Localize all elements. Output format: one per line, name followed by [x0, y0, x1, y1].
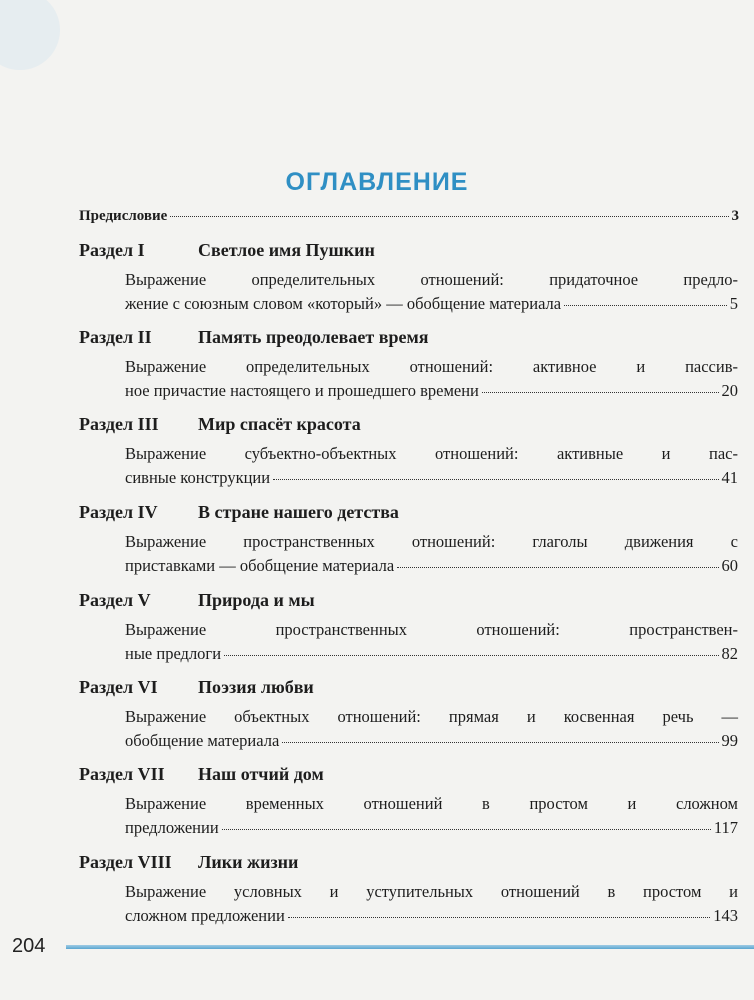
section-number: Раздел V — [79, 590, 151, 610]
section-heading — [79, 852, 298, 873]
dot-leader — [288, 917, 710, 918]
description-line: Выражение пространственных отношений: глаголы движения с — [125, 532, 738, 551]
description-line: Выражение определительных отношений: придаточное предло- — [125, 270, 738, 289]
section-number: Раздел I — [79, 240, 145, 260]
dot-leader — [397, 567, 718, 568]
section-number: Раздел VII — [79, 764, 165, 784]
section-number: Раздел IV — [79, 502, 158, 522]
section-title: Светлое имя Пушкин — [198, 240, 375, 260]
section-description — [125, 792, 738, 840]
dot-leader — [224, 655, 718, 656]
dot-leader — [282, 742, 718, 743]
section-description — [125, 618, 738, 666]
section-page: 20 — [721, 381, 738, 400]
section-title: Память преодолевает время — [198, 327, 429, 347]
description-line: Выражение субъектно-объектных отношений: активные и пас- — [125, 444, 738, 463]
description-line: Выражение временных отношений в простом и сложном — [125, 794, 738, 813]
toc-entry-preface[interactable] — [79, 208, 739, 225]
section-number: Раздел III — [79, 414, 159, 434]
section-page: 143 — [713, 906, 738, 925]
footer-rule — [66, 945, 754, 949]
description-line: Выражение определительных отношений: активное и пассив- — [125, 357, 738, 376]
description-line: Выражение условных и уступительных отношений в простом и — [125, 882, 738, 901]
section-description — [125, 880, 738, 928]
section-title: В стране нашего детства — [198, 502, 399, 522]
section-heading — [79, 414, 361, 435]
section-heading — [79, 590, 315, 611]
section-heading — [79, 677, 314, 698]
preface-label: Предисловие — [79, 208, 168, 224]
section-number: Раздел II — [79, 327, 152, 347]
description-line-last: ные предлоги 82 — [125, 642, 738, 666]
dot-leader — [482, 392, 719, 393]
section-description — [125, 705, 738, 753]
section-title: Мир спасёт красота — [198, 414, 361, 434]
section-title: Поэзия любви — [198, 677, 314, 697]
dot-leader — [273, 479, 718, 480]
dot-leader — [222, 829, 711, 830]
preface-page: 3 — [731, 208, 739, 224]
description-line-last: жение с союзным словом «который» — обобщение материала 5 — [125, 292, 738, 316]
description-line-last: приставками — обобщение материала 60 — [125, 554, 738, 578]
section-title: Природа и мы — [198, 590, 315, 610]
section-description — [125, 530, 738, 578]
section-page: 41 — [721, 468, 738, 487]
section-heading — [79, 240, 375, 261]
section-description — [125, 268, 738, 316]
dot-leader — [170, 216, 728, 217]
section-number: Раздел VIII — [79, 852, 172, 872]
page-number: 204 — [12, 935, 46, 957]
description-line: Выражение пространственных отношений: пространствен- — [125, 620, 738, 639]
section-heading — [79, 764, 324, 785]
description-line-last: предложении 117 — [125, 816, 738, 840]
section-page: 99 — [721, 731, 738, 750]
section-heading — [79, 327, 428, 348]
section-page: 5 — [729, 294, 738, 313]
page-title: ОГЛАВЛЕНИЕ — [285, 168, 469, 196]
section-title: Наш отчий дом — [198, 764, 324, 784]
section-page: 60 — [721, 556, 738, 575]
section-page: 82 — [721, 644, 738, 663]
description-line-last: ное причастие настоящего и прошедшего времени 20 — [125, 379, 738, 403]
description-line-last: обобщение материала 99 — [125, 729, 738, 753]
description-line: Выражение объектных отношений: прямая и косвенная речь — — [125, 707, 738, 726]
section-description — [125, 355, 738, 403]
dot-leader — [564, 305, 727, 306]
section-number: Раздел VI — [79, 677, 158, 697]
section-title: Лики жизни — [198, 852, 299, 872]
section-heading — [79, 502, 399, 523]
description-line-last: сложном предложении 143 — [125, 904, 738, 928]
section-page: 117 — [713, 818, 738, 837]
description-line-last: сивные конструкции 41 — [125, 466, 738, 490]
section-description — [125, 442, 738, 490]
